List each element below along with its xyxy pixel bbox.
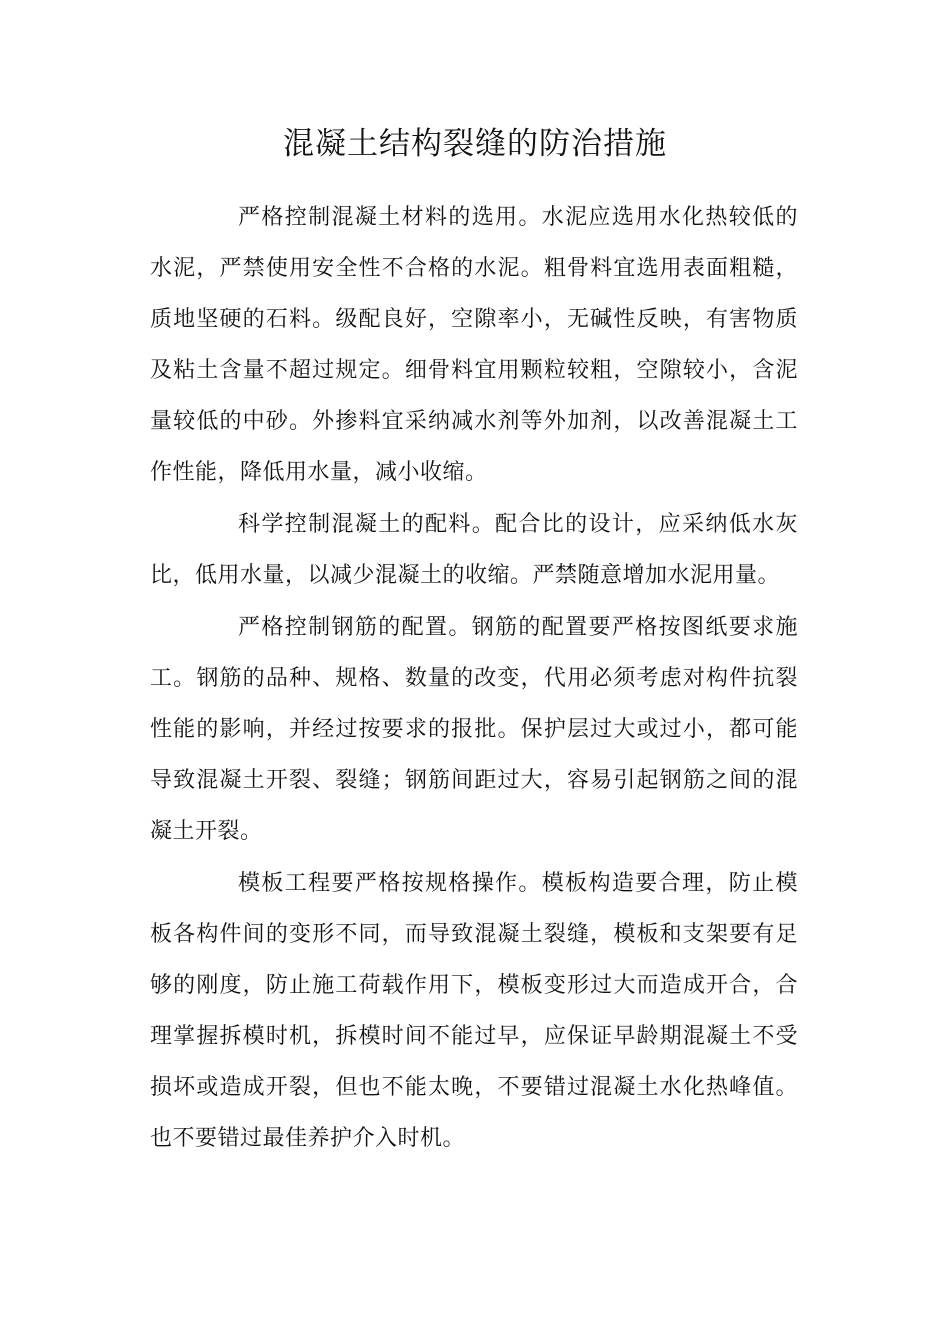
paragraph-formwork: 模板工程要严格按规格操作。模板构造要合理，防止模板各构件间的变形不同，而导致混凝土裂缝，模板和支架要有足够的刚度，防止施工荷载作用下，模板变形过大而造成开合，合理掌握拆模时机，拆模时间不能过早，应保证早龄期混凝土不受损坏或造成开裂，但也不能太晚，不要错过混凝土水化热峰值。也不要错过最佳养护介入时机。 [150, 871, 798, 1151]
paragraph-reinforcement: 严格控制钢筋的配置。钢筋的配置要严格按图纸要求施工。钢筋的品种、规格、数量的改变，代用必须考虑对构件抗裂性能的影响，并经过按要求的报批。保护层过大或过小，都可能导致混凝土开裂、裂缝；钢筋间距过大，容易引起钢筋之间的混凝土开裂。 [150, 615, 798, 844]
paragraph-mix-design: 科学控制混凝土的配料。配合比的设计，应采纳低水灰比，低用水量，以减少混凝土的收缩。严禁随意增加水泥用量。 [150, 512, 798, 588]
document-title: 混凝土结构裂缝的防治措施 [283, 126, 667, 162]
paragraph-materials: 严格控制混凝土材料的选用。水泥应选用水化热较低的水泥，严禁使用安全性不合格的水泥。粗骨料宜选用表面粗糙，质地坚硬的石料。级配良好，空隙率小，无碱性反映，有害物质及粘土含量不超过规定。细骨料宜用颗粒较粗，空隙较小，含泥量较低的中砂。外掺料宜采纳减水剂等外加剂，以改善混凝土工作性能，降低用水量，减小收缩。 [150, 205, 798, 485]
document-body [150, 192, 798, 1165]
